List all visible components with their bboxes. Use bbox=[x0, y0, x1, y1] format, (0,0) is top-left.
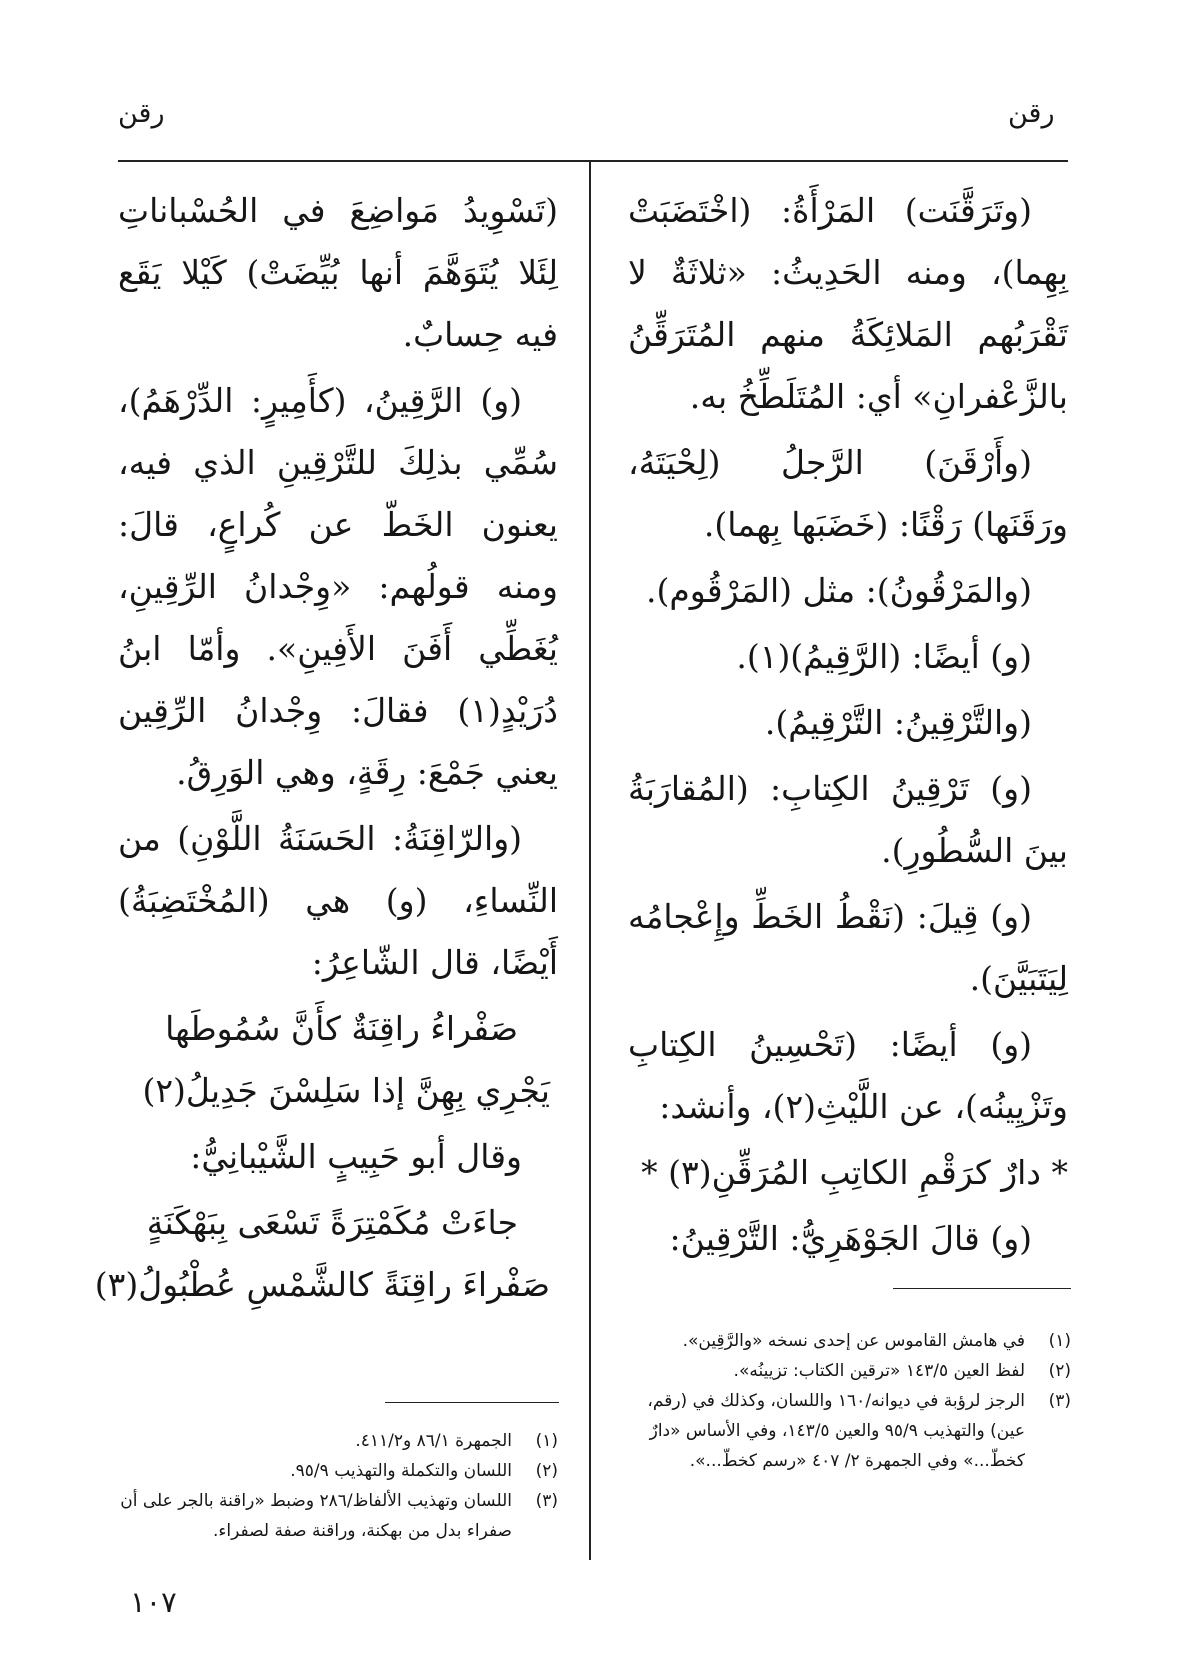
paragraph: (وأَرْقَنَ) الرَّجلُ (لِحْيَتَهُ، ورَقَنَها) رَقْنًا: (خَضَبَها بِهما). bbox=[628, 443, 1068, 544]
footnote-rule-left bbox=[385, 1402, 559, 1403]
verse-first-hemistich: جاءَتْ مُكَمْتِرَةً تَسْعَى بِبَهْكَنَةٍ bbox=[146, 1203, 518, 1242]
left-column bbox=[94, 180, 558, 1320]
footnote-number: (٣) bbox=[1048, 1391, 1071, 1411]
footnote-text: الجمهرة ٨٦/١ و٤١١/٢. bbox=[355, 1431, 512, 1451]
paragraph: (والتَّرْقِينُ: التَّرْقِيمُ). bbox=[764, 703, 1032, 742]
paragraph: (وتَرَقَّنَت) المَرْأَةُ: (اخْتَضَبَتْ بِهِما)، ومنه الحَدِيثُ: «ثلاثَةٌ لا تَقْرَبُهم المَلائِكَةُ منهم المُتَرَقِّنُ بالزَّعْفرانِ» أي: المُتَلَطِّخُ به. bbox=[628, 191, 1068, 416]
footnote-text: اللسان والتكملة والتهذيب ٩٥/٩. bbox=[290, 1461, 512, 1481]
footnote-number: (٢) bbox=[535, 1461, 558, 1481]
paragraph: وقال أبو حَبِيبٍ الشَّيْبانِيُّ: bbox=[190, 1137, 522, 1176]
page-number: ١٠٧ bbox=[130, 1585, 177, 1619]
footnote bbox=[118, 1456, 558, 1486]
footnote-text: الرجز لرؤبة في ديوانه/١٦٠ واللسان، وكذلك في (رقم، عين) والتهذيب ٩٥/٩ والعين ١٤٣/٥، وفي الأساس «دارٌ كخطّ...» وفي الجمهرة ٢/ ٤٠٧ «رسم كخطّ...». bbox=[647, 1391, 1025, 1471]
footnote bbox=[118, 1426, 558, 1456]
footnotes-right bbox=[628, 1326, 1071, 1476]
paragraph: (و) أيضًا: (تَحْسِينُ الكِتابِ وتَزْيِينُه)، عن اللَّيْثِ(٢)، وأنشد: bbox=[628, 1025, 1068, 1126]
header-rule bbox=[118, 160, 1068, 162]
footnote-number: (١) bbox=[1048, 1331, 1071, 1351]
column-divider bbox=[589, 162, 591, 1560]
right-column bbox=[628, 180, 1068, 1274]
running-header-left: رقن bbox=[118, 98, 165, 129]
footnote bbox=[628, 1386, 1071, 1476]
verse-second-hemistich: يَجْرِي بِهِنَّ إذا سَلِسْنَ جَدِيلُ(٢) bbox=[142, 1071, 550, 1110]
paragraph: (و) قِيلَ: (نَقْطُ الخَطِّ وإِعْجامُه لِيَتَبَيَّنَ). bbox=[628, 897, 1068, 998]
paragraph: (والمَرْقُونُ): مثل (المَرْقُوم). bbox=[646, 571, 1032, 610]
running-header-right: رقن bbox=[1008, 98, 1055, 129]
poem-verse-1 bbox=[118, 998, 558, 1122]
paragraph: (و) تَرْقِينُ الكِتابِ: (المُقارَبَةُ بينَ السُّطُورِ). bbox=[628, 769, 1068, 870]
verse-second-hemistich: صَفْراءَ راقِنَةً كالشَّمْسِ عُطْبُولُ(٣) bbox=[94, 1265, 550, 1304]
footnote-number: (١) bbox=[535, 1431, 558, 1451]
paragraph: (و) الرَّقِينُ، (كأَمِيرٍ: الدِّرْهَمُ)، سُمِّي بذلِكَ للتَّرْقِينِ الذي فيه، يعنون الخَطّ عن كُراعٍ، قالَ: ومنه قولُهم: «وِجْدانُ الرِّقِينِ، يُغَطِّي أَفَنَ الأَفِينِ». وأمّا ابنُ دُرَيْدٍ(١) فقالَ: وِجْدانُ الرِّقِين يعني جَمْعَ: رِقَةٍ، وهي الوَرِقُ. bbox=[118, 381, 558, 792]
paragraph: (والرّاقِنَةُ: الحَسَنَةُ اللَّوْنِ) من النِّساءِ، (و) هي (المُخْتَضِبَةُ) أَيْضًا، قال الشّاعِرُ: bbox=[118, 819, 558, 982]
verse-first-hemistich: صَفْراءُ راقِنَةٌ كأَنَّ سُمُوطَها bbox=[165, 1009, 518, 1048]
footnote-text: في هامش القاموس عن إحدى نسخه «والرَّقِين». bbox=[682, 1331, 1025, 1351]
footnote-text: اللسان وتهذيب الألفاظ/٢٨٦ وضبط «راقنة بالجر على أن صفراء بدل من بهكنة، وراقنة صفة لصفراء. bbox=[120, 1491, 512, 1541]
footnote bbox=[118, 1486, 558, 1546]
paragraph: (و) قالَ الجَوْهَرِيُّ: التَّرْقِينُ: bbox=[669, 1219, 1032, 1258]
footnote-number: (٢) bbox=[1048, 1361, 1071, 1381]
footnotes-left bbox=[118, 1426, 558, 1546]
footnote bbox=[628, 1356, 1071, 1386]
footnote-number: (٣) bbox=[535, 1491, 558, 1511]
verse-line: * دارٌ كرَقْمِ الكاتِبِ المُرَقِّنِ(٣) * bbox=[641, 1153, 1068, 1192]
poem-verse-2 bbox=[94, 1192, 558, 1316]
paragraph: (و) أيضًا: (الرَّقِيمُ)(١). bbox=[736, 637, 1032, 676]
footnote-rule-right bbox=[893, 1288, 1071, 1289]
paragraph: (تَسْوِيدُ مَواضِعَ في الحُسْباناتِ لِئَلا يُتَوَهَّمَ أنها بُيِّضَتْ) كَيْلا يَقَع فيه حِسابٌ. bbox=[118, 191, 558, 354]
footnote-text: لفظ العين ١٤٣/٥ «ترقين الكتاب: تزيينُه». bbox=[733, 1361, 1025, 1381]
footnote bbox=[628, 1326, 1071, 1356]
